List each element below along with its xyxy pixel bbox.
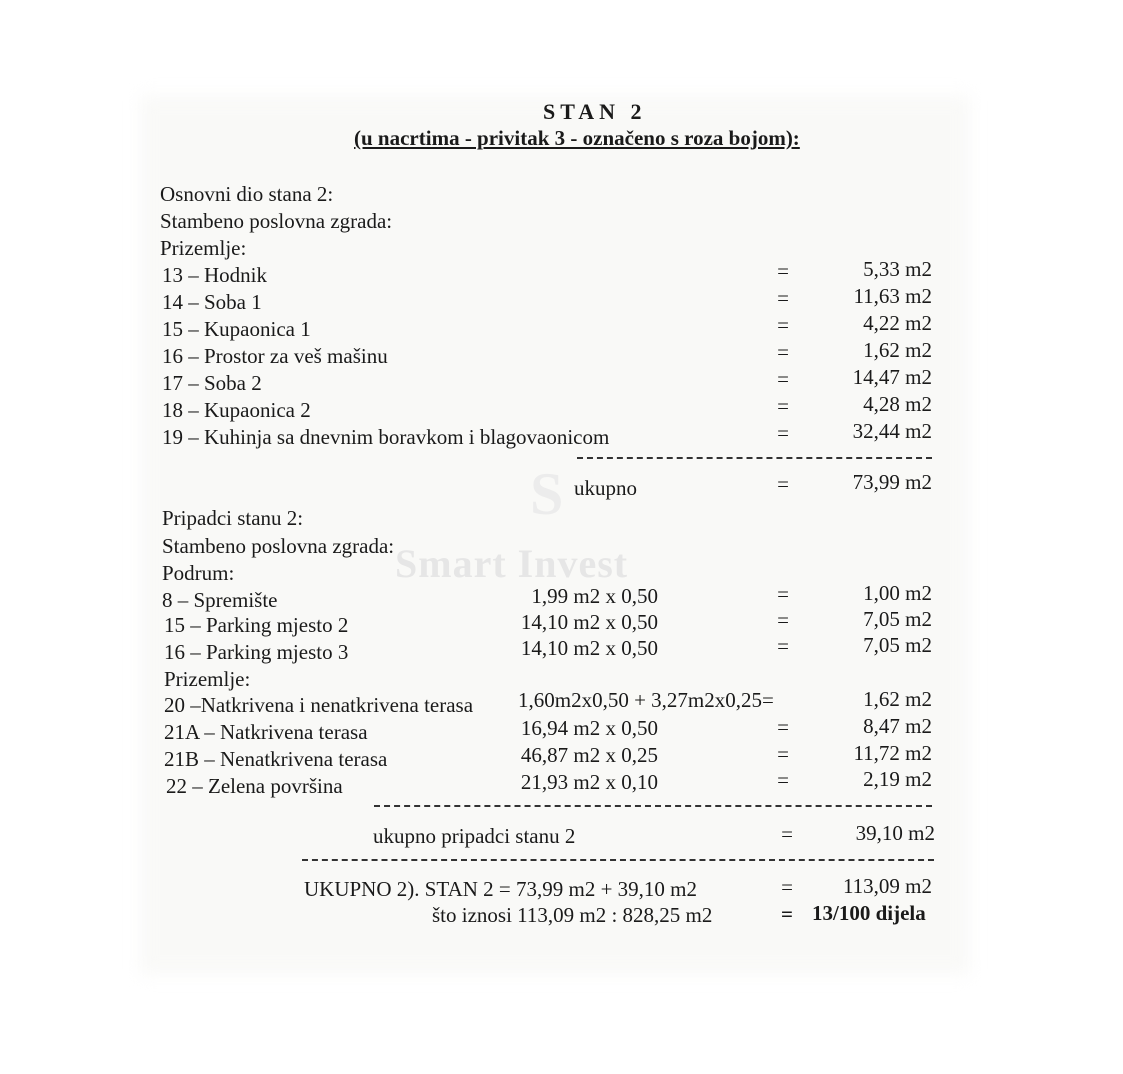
room-area: 32,44 m2 (852, 419, 932, 443)
subtotal-label: ukupno (574, 476, 637, 500)
equals-sign: = (777, 472, 789, 496)
grand-total-label: UKUPNO 2). STAN 2 = 73,99 m2 + 39,10 m2 (304, 877, 698, 901)
dashed-divider (374, 805, 932, 807)
watermark-logo: S (530, 461, 564, 527)
building-heading: Stambeno poslovna zgrada: (162, 534, 395, 558)
item-calculation: 16,94 m2 x 0,50 (520, 716, 658, 740)
equals-sign: = (777, 286, 789, 310)
room-label: 17 – Soba 2 (162, 371, 262, 395)
equals-sign: = (781, 822, 793, 846)
item-label: 22 – Zelena površina (166, 774, 343, 798)
item-calculation: 1,60m2x0,50 + 3,27m2x0,25= (518, 688, 774, 712)
item-label: 16 – Parking mjesto 3 (164, 640, 349, 664)
room-area: 4,22 m2 (863, 311, 932, 335)
equals-sign: = (777, 313, 789, 337)
equals-sign: = (777, 715, 789, 739)
share-value: 13/100 dijela (812, 901, 926, 925)
room-area: 11,63 m2 (853, 284, 932, 308)
item-calculation: 46,87 m2 x 0,25 (520, 743, 658, 767)
room-area: 14,47 m2 (852, 365, 932, 389)
item-value: 2,19 m2 (863, 767, 932, 791)
subtotal-label: ukupno pripadci stanu 2 (373, 824, 576, 848)
room-label: 16 – Prostor za veš mašinu (162, 344, 388, 368)
room-label: 18 – Kupaonica 2 (162, 398, 311, 422)
item-label: 21B – Nenatkrivena terasa (164, 747, 388, 771)
page-subtitle: (u nacrtima - privitak 3 - označeno s roza bojom): (354, 126, 800, 150)
item-label: 21A – Natkrivena terasa (164, 720, 368, 744)
item-value: 1,62 m2 (863, 687, 932, 711)
equals-sign: = (781, 902, 793, 926)
item-value: 1,00 m2 (863, 581, 932, 605)
dashed-divider (302, 859, 934, 861)
share-label: što iznosi 113,09 m2 : 828,25 m2 (432, 903, 713, 927)
item-value: 7,05 m2 (863, 607, 932, 631)
room-area: 5,33 m2 (863, 257, 932, 281)
equals-sign: = (777, 634, 789, 658)
room-area: 4,28 m2 (863, 392, 932, 416)
item-calculation: 14,10 m2 x 0,50 (520, 610, 658, 634)
equals-sign: = (777, 768, 789, 792)
floor-heading: Prizemlje: (160, 236, 247, 260)
section-heading: Osnovni dio stana 2: (160, 182, 334, 206)
subtotal-value: 39,10 m2 (855, 821, 935, 845)
item-calculation: 1,99 m2 x 0,50 (531, 584, 658, 608)
item-value: 8,47 m2 (863, 714, 932, 738)
equals-sign: = (777, 608, 789, 632)
item-calculation: 14,10 m2 x 0,50 (520, 636, 658, 660)
equals-sign: = (777, 582, 789, 606)
item-value: 7,05 m2 (863, 633, 932, 657)
appurtenances-heading: Pripadci stanu 2: (162, 506, 304, 530)
equals-sign: = (777, 367, 789, 391)
equals-sign: = (781, 875, 793, 899)
watermark-text: Smart Invest (395, 541, 629, 586)
basement-heading: Podrum: (162, 561, 235, 585)
equals-sign: = (777, 259, 789, 283)
room-area: 1,62 m2 (863, 338, 932, 362)
ground-floor-heading: Prizemlje: (164, 667, 251, 691)
equals-sign: = (777, 421, 789, 445)
room-label: 14 – Soba 1 (162, 290, 262, 314)
equals-sign: = (777, 394, 789, 418)
equals-sign: = (777, 340, 789, 364)
subtotal-value: 73,99 m2 (852, 470, 932, 494)
room-label: 15 – Kupaonica 1 (162, 317, 311, 341)
item-label: 8 – Spremište (162, 588, 278, 612)
equals-sign: = (777, 742, 789, 766)
grand-total-value: 113,09 m2 (842, 874, 932, 898)
room-label: 19 – Kuhinja sa dnevnim boravkom i blagovaonicom (162, 425, 610, 449)
building-heading: Stambeno poslovna zgrada: (160, 209, 393, 233)
dashed-divider (577, 457, 932, 459)
item-label: 20 –Natkrivena i nenatkrivena terasa (164, 693, 474, 717)
item-value: 11,72 m2 (853, 741, 932, 765)
item-label: 15 – Parking mjesto 2 (164, 613, 349, 637)
page-title: STAN 2 (543, 99, 647, 124)
room-label: 13 – Hodnik (162, 263, 267, 287)
item-calculation: 21,93 m2 x 0,10 (520, 770, 658, 794)
